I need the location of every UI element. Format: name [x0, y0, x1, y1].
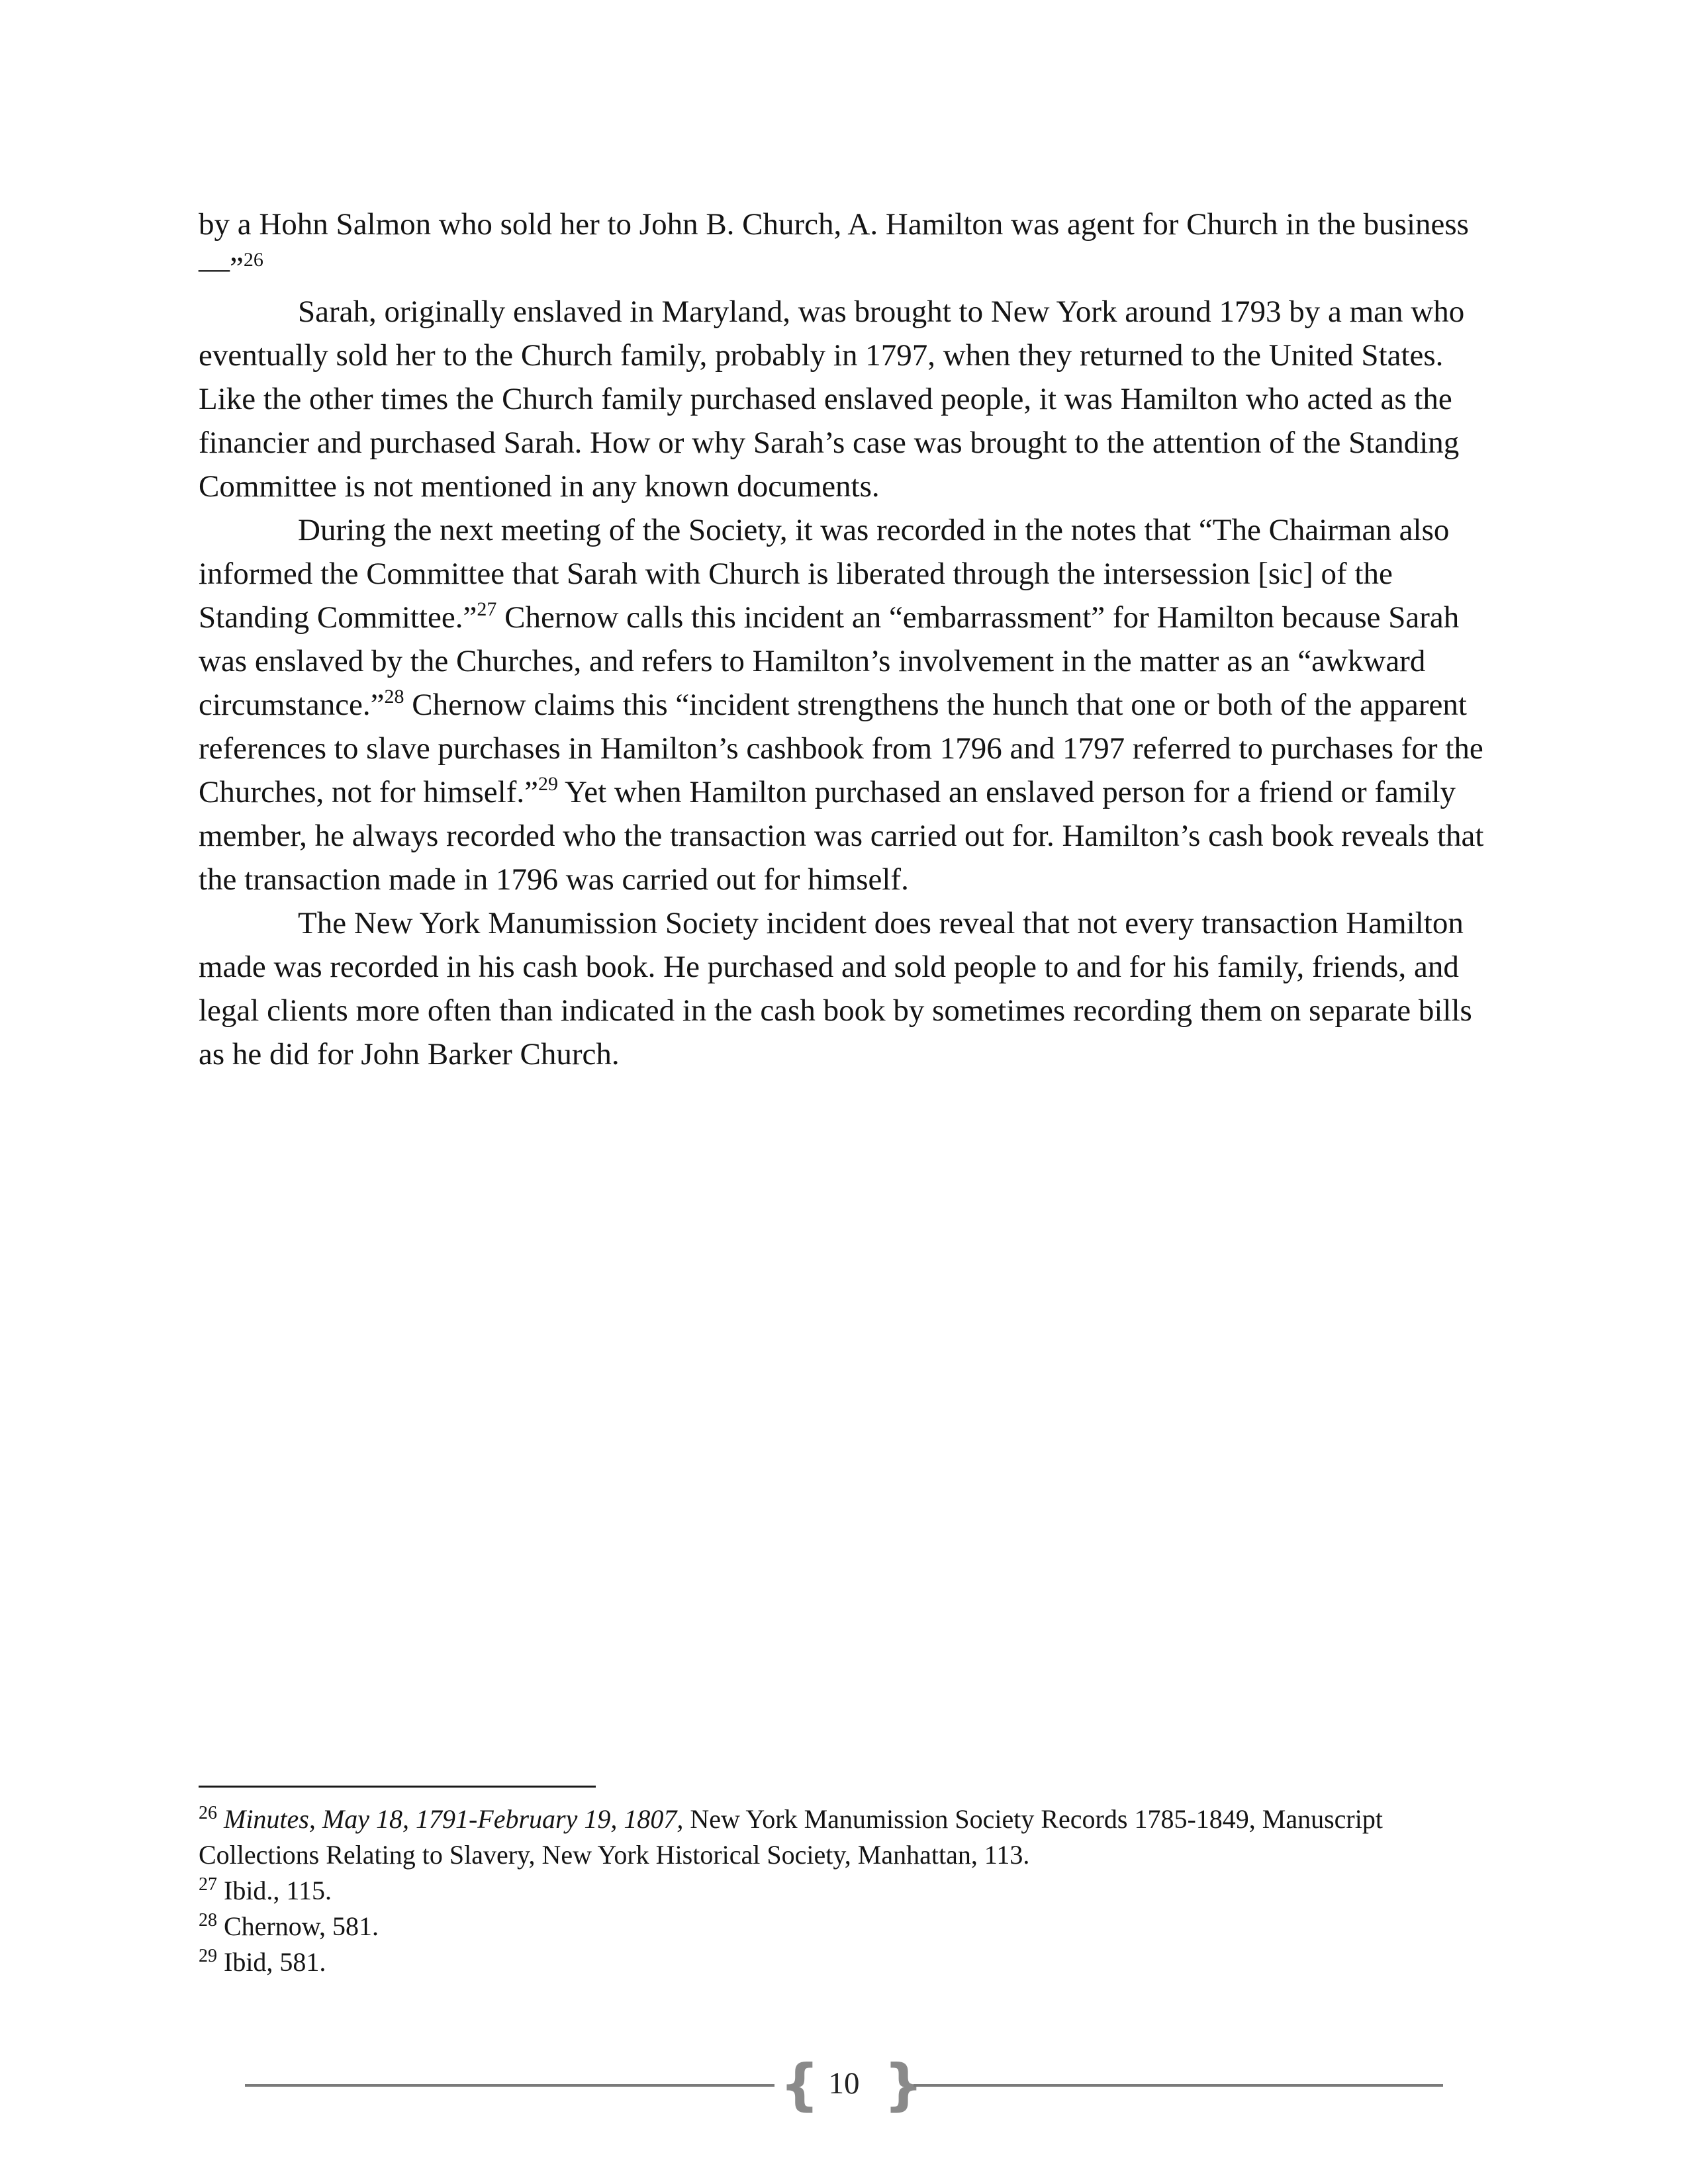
page-footer	[245, 2052, 1443, 2118]
footnotes	[199, 1801, 1496, 1980]
footnote-reference: 26	[243, 249, 263, 271]
footnote-number: 26	[199, 1803, 217, 1823]
page-number: 10	[828, 2066, 860, 2101]
paragraph	[199, 203, 1496, 290]
footnote	[199, 1944, 1496, 1980]
text-run: Chernow, 581.	[224, 1911, 379, 1941]
text-run: During the next meeting of the Society, it was recorded in the notes that “The Chairman also informed the Committee that Sarah with Church is liberated through the intersession [sic] of the Standing Committee.”	[199, 513, 1450, 635]
footnote	[199, 1909, 1496, 1944]
footnote	[199, 1873, 1496, 1909]
footnote-separator	[199, 1786, 596, 1788]
text-run: The New York Manumission Society incident does reveal that not every transaction Hamilton made was recorded in his cash book. He purchased and sold people to and for his family, friends, and legal clients more often than indicated in the cash book by sometimes recording them on separate bills as he did for John Barker Church.	[199, 906, 1472, 1071]
footnote-number: 27	[199, 1874, 217, 1895]
footer-rule-left	[245, 2084, 774, 2087]
text-run: Chernow calls this incident an “embarrassment” for Hamilton because Sarah was enslaved by the Churches, and refers to Hamilton’s involvement in the matter as an “awkward circumstance.”	[199, 600, 1460, 722]
italic-text: Minutes, May 18, 1791-February 19, 1807,	[224, 1804, 684, 1834]
footnote-number: 28	[199, 1910, 217, 1931]
text-run: Ibid, 581.	[224, 1947, 326, 1977]
open-brace-icon: {	[780, 2052, 820, 2117]
footnote-number: 29	[199, 1946, 217, 1966]
paragraph	[199, 508, 1496, 901]
footnote	[199, 1801, 1496, 1873]
text-run: Yet when Hamilton purchased an enslaved person for a friend or family member, he always recorded who the transaction was carried out for. Hamilton’s cash book reveals that the transaction made in 1796 was carried out for himself.	[199, 775, 1484, 897]
footnote-reference: 27	[477, 598, 497, 620]
text-run: New York Manumission Society Records 1785-1849, Manuscript Collections Relating to Slavery, New York Historical Society, Manhattan, 113.	[199, 1804, 1383, 1870]
text-run: by a Hohn Salmon who sold her to John B. Church, A. Hamilton was agent for Church in the business—”	[199, 207, 1469, 285]
text-run: Chernow claims this “incident strengthens the hunch that one or both of the apparent references to slave purchases in Hamilton’s cashbook from 1796 and 1797 referred to purchases for the Churches, not for himself.”	[199, 688, 1483, 809]
text-run: Sarah, originally enslaved in Maryland, was brought to New York around 1793 by a man who eventually sold her to the Church family, probably in 1797, when they returned to the United States. Like the other times the Church family purchased enslaved people, it was Hamilton who acted as the financier and purchased Sarah. How or why Sarah’s case was brought to the attention of the Standing Committee is not mentioned in any known documents.	[199, 295, 1465, 504]
footer-rule-right	[914, 2084, 1443, 2087]
paragraph	[199, 290, 1496, 508]
body-text	[199, 203, 1496, 1076]
text-run: Ibid., 115.	[224, 1876, 332, 1905]
close-brace-icon: }	[884, 2052, 923, 2117]
footnote-reference: 29	[538, 773, 558, 795]
paragraph	[199, 901, 1496, 1076]
footnote-reference: 28	[384, 686, 404, 707]
